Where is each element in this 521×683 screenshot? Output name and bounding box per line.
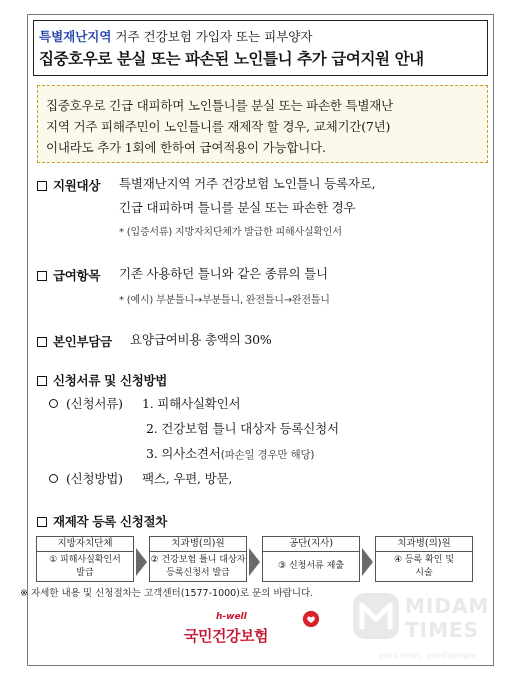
documents-label: (신청서류) [66, 396, 123, 411]
header-box [33, 20, 488, 76]
benefit-note: * (예시) 부분틀니→부분틀니, 완전틀니→완전틀니 [119, 295, 330, 306]
section-label: 재제작 등록 신청절차 [53, 514, 168, 529]
section-label: 지원대상 [53, 178, 101, 193]
document-item: 2. 건강보험 틀니 대상자 등록신청서 [146, 421, 339, 436]
section-documents [37, 370, 167, 389]
nhis-logo-icon [302, 610, 320, 628]
watermark-title: MIDAM [405, 594, 490, 618]
notice-line: 지역 거주 피해주민이 노인틀니를 재제작 할 경우, 교체기간(7년) [46, 119, 391, 134]
section-label: 신청서류 및 신청방법 [53, 373, 168, 388]
checkbox-icon [37, 181, 47, 191]
step-head: 지방자치단체 [37, 537, 133, 552]
notice-box [37, 85, 488, 163]
arrow-right-icon [136, 548, 147, 576]
circle-bullet-icon [49, 474, 58, 483]
section-label: 본인부담금 [53, 334, 112, 349]
procedure-step-1 [36, 536, 134, 582]
circle-bullet-icon [49, 399, 58, 408]
document-note: (파손일 경우만 해당) [220, 449, 315, 461]
procedure-step-4 [375, 536, 473, 582]
arrow-right-icon [362, 548, 373, 576]
step-body: ② 건강보험 틀니 대상자 등록신청서 발급 [150, 555, 246, 578]
step-head: 공단(지사) [263, 537, 359, 552]
method-text: 팩스, 우편, 방문, [142, 471, 233, 486]
target-text-2: 긴급 대피하며 틀니를 분실 또는 파손한 경우 [119, 200, 356, 215]
notice-line: 집중호우로 긴급 대피하며 노인틀니를 분실 또는 파손한 특별재난 [46, 98, 394, 113]
checkbox-icon [37, 337, 47, 347]
logo-tagline: h-well [216, 612, 247, 622]
step-body: ① 피해사실확인서 발급 [49, 555, 121, 578]
step-body: ③ 신청서류 제출 [278, 561, 344, 571]
checkbox-icon [37, 271, 47, 281]
document-item: 3. 의사소견서 [146, 446, 221, 461]
highlight-text: 특별재난지역 [39, 29, 112, 44]
procedure-step-2 [149, 536, 247, 582]
section-procedure [37, 511, 167, 530]
method-row [49, 469, 123, 487]
procedure-step-3 [262, 536, 360, 582]
step-head: 치과병(의)원 [376, 537, 472, 552]
section-copay [37, 331, 112, 350]
section-benefit [37, 265, 100, 284]
page-title: 집중호우로 분실 또는 파손된 노인틀니 추가 급여지원 안내 [39, 50, 424, 68]
section-label: 급여항목 [53, 268, 101, 283]
documents-row [49, 394, 123, 412]
section-target [37, 175, 100, 194]
benefit-text: 기존 사용하던 틀니와 같은 종류의 틀니 [119, 266, 328, 281]
subtitle-text: 거주 건강보험 가입자 또는 피부양자 [111, 29, 313, 44]
footnote: ※ 자세한 내용 및 신청절차는 고객센터(1577-1000)로 문의 바랍니다. [20, 588, 314, 599]
copay-text: 요양급여비용 총액의 30% [130, 332, 272, 347]
step-head: 치과병(의)원 [150, 537, 246, 552]
target-note: * (입증서류) 지방자치단체가 발급한 피해사실확인서 [119, 227, 342, 238]
document-item-3 [146, 444, 314, 462]
watermark-tagline: good news, good people [378, 651, 476, 660]
document-item: 1. 피해사실확인서 [142, 396, 241, 411]
method-label: (신청방법) [66, 471, 123, 486]
watermark-title-2: TIMES [405, 618, 480, 642]
logo-text: 국민건강보험 [184, 627, 268, 645]
target-text-1: 특별재난지역 거주 건강보험 노인틀니 등록자로, [119, 176, 376, 191]
step-body: ④ 등록 확인 및 시술 [393, 555, 455, 578]
checkbox-icon [37, 517, 47, 527]
header-subtitle [39, 27, 312, 45]
checkbox-icon [37, 376, 47, 386]
document-frame [27, 14, 494, 666]
arrow-right-icon [249, 548, 260, 576]
notice-line: 이내라도 추가 1회에 한하여 급여적용이 가능합니다. [46, 140, 326, 155]
